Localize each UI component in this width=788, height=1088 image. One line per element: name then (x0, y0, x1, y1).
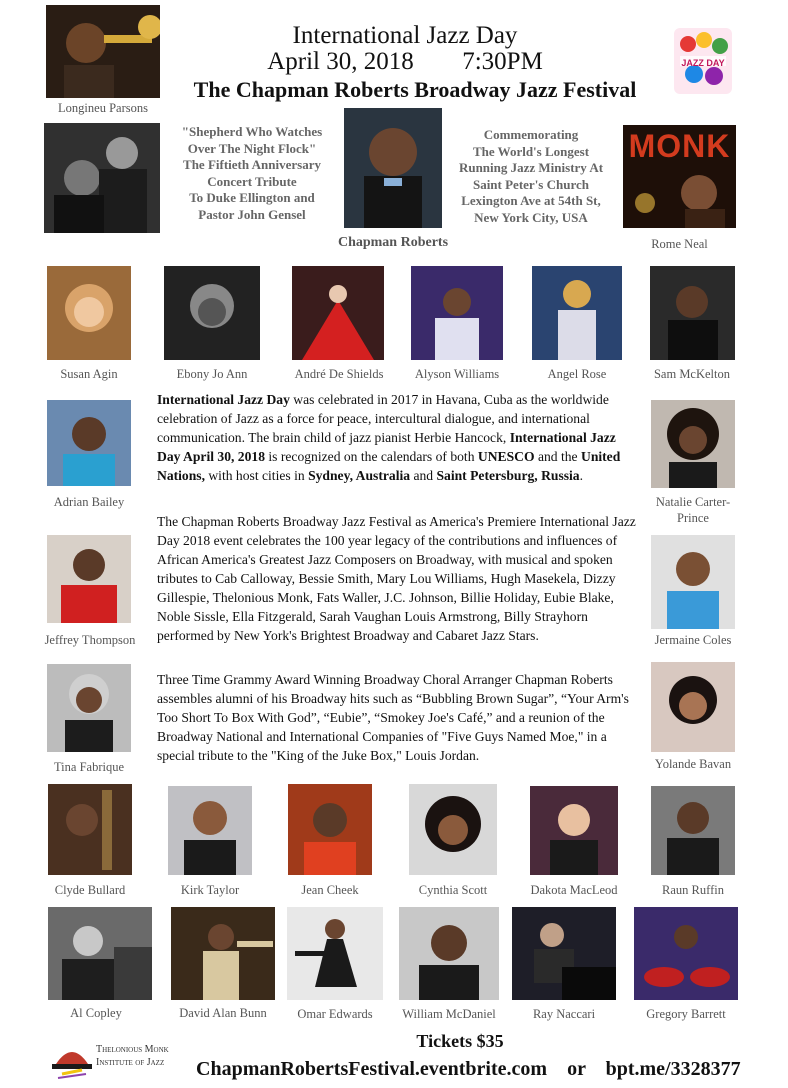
photo-dakota-macleod (530, 786, 618, 875)
caption-row1-1: Susan Agin (60, 367, 118, 381)
photo-ray-naccari (512, 907, 616, 1000)
link-separator: or (567, 1058, 586, 1080)
photo-alyson-williams (411, 266, 503, 360)
photo-yolande-bavan (651, 662, 735, 752)
header-time: 7:30PM (462, 48, 543, 75)
left-tribute-text: "Shepherd Who Watches Over The Night Flock" The Fiftieth Anniversary Concert Tribute To Duke Ellington and Pastor John Gensel (181, 124, 323, 222)
photo-cynthia-scott (409, 784, 497, 875)
photo-jean-cheek (288, 784, 372, 875)
caption-row3-2: David Alan Bunn (179, 1006, 267, 1020)
photo-tina-fabrique (47, 664, 131, 752)
caption-row2-3: Jean Cheek (301, 883, 359, 897)
caption-jermaine-coles: Jermaine Coles (654, 633, 732, 647)
caption-row3-6: Gregory Barrett (646, 1007, 726, 1021)
caption-row3-3: Omar Edwards (297, 1007, 373, 1021)
photo-kirk-taylor (168, 786, 252, 875)
photo-william-mcdaniel (399, 907, 499, 1000)
caption-row2-1: Clyde Bullard (54, 883, 126, 897)
photo-natalie-carter-prince (651, 400, 735, 488)
caption-adrian-bailey: Adrian Bailey (53, 495, 125, 509)
caption-row3-1: Al Copley (70, 1006, 122, 1020)
header-festival-title: The Chapman Roberts Broadway Jazz Festival (193, 77, 637, 102)
header-date: April 30, 2018 (267, 48, 414, 75)
caption-rome-neal: Rome Neal (651, 237, 708, 251)
caption-row3-5: Ray Naccari (532, 1007, 596, 1021)
caption-yolande-bavan: Yolande Bavan (654, 757, 732, 771)
photo-al-copley (48, 907, 152, 1000)
photo-chapman-roberts (344, 108, 442, 228)
paragraph-chapman-roberts: Three Time Grammy Award Winning Broadway Choral Arranger Chapman Roberts assembles alumni of his Broadway hits such as “Bubbling Brown Sugar”, “Your Arm's Too Short To Box With God”, “Eubie”, “Smokey Joe's Café,” and a reunion of the Broadway National and International Companies of "Five Guys Named Moe," in a special tribute to the "King of the Juke Box," Louis Jordan. (157, 672, 629, 763)
header-line-1: International Jazz Day (292, 22, 518, 49)
paragraph-jazz-day: International Jazz Day was celebrated in 2017 in Havana, Cuba as the worldwide celebration of Jazz as a force for peace, intercultural dialogue, and international communication. The brain child of jazz pianist Herbie Hancock, International Jazz Day April 30, 2018 is recognized on the calendars of both UNESCO and the United Nations, with host cities in Sydney, Australia and Saint Petersburg, Russia. (157, 392, 621, 483)
caption-chapman-roberts: Chapman Roberts (337, 235, 449, 250)
caption-natalie-carter-prince: Natalie Carter- Prince (655, 495, 731, 525)
bpt-link[interactable]: bpt.me/3328377 (605, 1058, 741, 1080)
jazz-hat-icon (48, 1034, 96, 1082)
jazz-day-badge-text: JAZZ DAY (681, 58, 725, 68)
photo-andre-de-shields (292, 266, 384, 360)
photo-sam-mckelton (650, 266, 735, 360)
caption-row2-5: Dakota MacLeod (530, 883, 618, 897)
photo-susan-agin (47, 266, 131, 360)
caption-row3-4: William McDaniel (402, 1007, 496, 1021)
photo-adrian-bailey (47, 400, 131, 486)
caption-row2-6: Raun Ruffin (662, 883, 724, 897)
eventbrite-link[interactable]: ChapmanRobertsFestival.eventbrite.com (196, 1058, 548, 1080)
photo-omar-edwards (287, 907, 383, 1000)
photo-david-alan-bunn (171, 907, 275, 1000)
logo-line-1: Thelonious Monk (96, 1044, 169, 1055)
caption-row2-4: Cynthia Scott (418, 883, 488, 897)
caption-row1-5: Angel Rose (547, 367, 607, 381)
caption-row1-6: Sam McKelton (653, 367, 731, 381)
photo-ebony-jo-ann (164, 266, 260, 360)
caption-row1-2: Ebony Jo Ann (176, 367, 248, 381)
monk-poster-title: MONK (628, 128, 731, 164)
photo-clyde-bullard (48, 784, 132, 875)
photo-longineu-parsons (46, 5, 160, 98)
logo-line-2: Institute of Jazz (96, 1057, 165, 1068)
caption-longineu-parsons: Longineu Parsons (58, 101, 148, 115)
photo-jeffrey-thompson (47, 535, 131, 623)
photo-gregory-barrett (634, 907, 738, 1000)
photo-duke-ellington-john-gensel (44, 123, 160, 233)
right-tribute-text: Commemorating The World's Longest Running Jazz Ministry At Saint Peter's Church Lexington Ave at 54th St, New York City, USA (458, 127, 604, 225)
ticket-links (196, 1058, 756, 1081)
photo-angel-rose (532, 266, 622, 360)
photo-raun-ruffin (651, 786, 735, 875)
caption-tina-fabrique: Tina Fabrique (53, 760, 125, 774)
caption-jeffrey-thompson: Jeffrey Thompson (44, 633, 136, 647)
caption-row1-4: Alyson Williams (414, 367, 500, 381)
caption-row1-3: André De Shields (294, 367, 384, 381)
tickets-price: Tickets $35 (416, 1031, 504, 1051)
paragraph-festival: The Chapman Roberts Broadway Jazz Festival as America's Premiere International Jazz Day 2018 event celebrates the 100 year legacy of the contributions and influences of African America's Greatest Jazz Composers on Broadway, with musical and spoken tributes to Cab Calloway, Bessie Smith, Mary Lou Williams, Hugh Masekela, Dizzy Gillespie, Thelonious Monk, Fats Waller, J.C. Johnson, Billie Holiday, Eubie Blake, Noble Sissle, Ella Fitzgerald, Sarah Vaughan Louis Armstrong, Billy Strayhorn performed by New York's Brightest Broadway and Cabaret Jazz Stars. (157, 514, 636, 643)
header-date-line (220, 48, 590, 76)
caption-row2-2: Kirk Taylor (180, 883, 240, 897)
thelonious-monk-institute-logo (48, 1034, 198, 1082)
photo-jermaine-coles (651, 535, 735, 629)
